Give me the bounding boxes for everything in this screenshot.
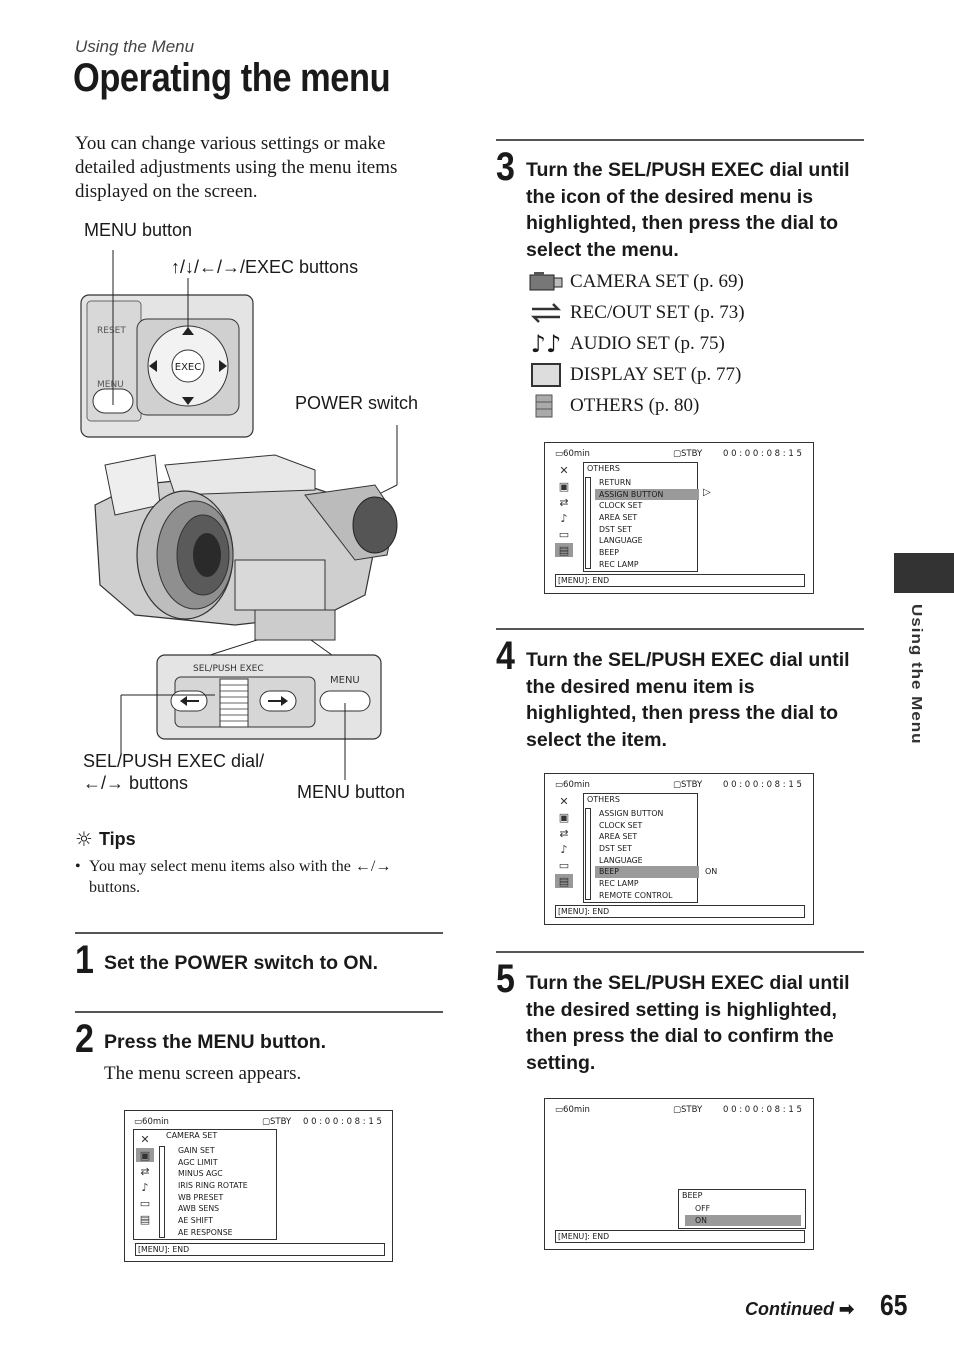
menu-list (528, 266, 858, 421)
tips-text: You may select menu items also with the ←/→ buttons. (89, 858, 392, 896)
menu-item: AE RESPONSE (178, 1227, 233, 1237)
camera-diagram (75, 215, 455, 815)
battery-remaining: 60min (563, 1105, 590, 1115)
menu-item: LANGUAGE (599, 536, 643, 546)
tips-heading: Tips (98, 828, 136, 849)
menu-item: REMOTE CONTROL (599, 890, 673, 900)
menu-screen-beep-setting (544, 1098, 814, 1250)
tips-section (75, 827, 445, 898)
menu-item: AWB SENS (178, 1204, 220, 1214)
menu-item: IRIS RING ROTATE (178, 1181, 248, 1191)
screen-footer: [MENU]: END (555, 1230, 805, 1243)
sel-push-panel-label: SEL/PUSH EXEC (193, 664, 264, 674)
menu-item: WB PRESET (178, 1192, 224, 1202)
screen-footer: [MENU]: END (135, 1243, 385, 1256)
step3-number: 3 (496, 145, 515, 189)
battery-icon: ▭ (555, 780, 564, 790)
menu-title: CAMERA SET (166, 1131, 218, 1140)
audio-set-icon: ♪ (141, 1180, 149, 1194)
others-icon: ▤ (555, 543, 573, 557)
scrollbar (585, 477, 591, 569)
audio-set-icon: ♪ (560, 511, 568, 525)
lightbulb-icon: ☼ (75, 827, 93, 851)
battery-remaining: 60min (563, 449, 590, 459)
scrollbar (159, 1146, 165, 1238)
camera-illustration (75, 215, 455, 815)
menu-list-item-audio-set: ♪♪ AUDIO SET (p. 75) (528, 328, 858, 359)
close-icon: ✕ (559, 794, 569, 808)
option-on-selected: ON (685, 1215, 801, 1227)
step4-number: 4 (496, 634, 515, 678)
menu-screen-others (544, 442, 814, 594)
menu-list-item-rec-out-set: REC/OUT SET (p. 73) (528, 297, 858, 328)
step5-heading: Turn the SEL/PUSH EXEC dial until the desired setting is highlighted, then press the dial to confirm the setting. (526, 972, 850, 1074)
menu-item: DST SET (599, 524, 632, 534)
setting-title: BEEP (682, 1191, 703, 1200)
page-title: Operating the menu (73, 56, 391, 100)
display-set-icon (528, 362, 564, 388)
others-icon (528, 393, 564, 419)
menu-item: MINUS AGC (178, 1169, 223, 1179)
menu-item: AGC LIMIT (178, 1157, 218, 1167)
pointer-icon: ▷ (703, 487, 711, 498)
menu-item: DST SET (599, 844, 632, 854)
rec-out-set-icon: ⇄ (559, 495, 569, 509)
tape-icon: ▢ (673, 449, 682, 459)
step2-heading: Press the MENU button. (104, 1031, 327, 1053)
side-tab-marker (894, 553, 954, 593)
audio-set-icon: ♪♪ (530, 329, 562, 358)
sel-push-dial-label: SEL/PUSH EXEC dial/ (83, 751, 265, 771)
tape-icon: ▢ (262, 1117, 271, 1127)
continued-label (745, 1299, 854, 1320)
menu-screen-others-beep (544, 773, 814, 925)
sel-push-buttons-label: ←/→ buttons (83, 773, 189, 793)
battery-remaining: 60min (563, 780, 590, 790)
menu-item-selected: ASSIGN BUTTON (595, 489, 699, 501)
scrollbar (585, 808, 591, 900)
timecode: 0 0 : 0 0 : 0 8 : 1 5 (723, 1105, 802, 1115)
menu-item: AE SHIFT (178, 1216, 213, 1226)
intro-text: You can change various settings or make detailed adjustments using the menu items displayed on the screen. (75, 133, 398, 202)
menu-item: AREA SET (599, 832, 638, 842)
display-set-icon: ▭ (139, 1196, 151, 1210)
step1-rule (75, 932, 443, 934)
exec-panel-label: EXEC (174, 362, 202, 373)
arrow-exec-buttons-label: ↑/↓/←/→/EXEC buttons (171, 257, 359, 277)
menu-item: REC LAMP (599, 559, 639, 569)
menu-list-item-display-set: DISPLAY SET (p. 77) (528, 359, 858, 390)
menu-small-panel-label: MENU (330, 675, 360, 686)
display-set-icon: ▭ (558, 858, 570, 872)
menu-item: CLOCK SET (599, 501, 643, 511)
camera-set-icon: ▣ (136, 1148, 154, 1162)
step5-rule (496, 951, 864, 953)
menu-title: OTHERS (587, 464, 620, 473)
status-text: STBY (681, 449, 703, 459)
camera-set-icon: ▣ (558, 479, 570, 493)
section-label: Using the Menu (75, 37, 195, 56)
others-icon: ▤ (139, 1212, 151, 1226)
step3-heading: Turn the SEL/PUSH EXEC dial until the icon of the desired menu is highlighted, then press the dial to select the menu. (526, 159, 850, 261)
others-icon: ▤ (555, 874, 573, 888)
continued-text: Continued (745, 1299, 834, 1319)
page-number: 65 (880, 1290, 908, 1322)
menu-item: GAIN SET (178, 1146, 215, 1155)
screen-footer: [MENU]: END (555, 574, 805, 587)
option-off: OFF (695, 1204, 711, 1213)
reset-panel-label: RESET (97, 326, 126, 336)
menu-item: ASSIGN BUTTON (599, 809, 664, 818)
close-icon: ✕ (140, 1132, 150, 1146)
rec-out-set-icon (528, 300, 564, 326)
menu-item: REC LAMP (599, 879, 639, 889)
menu-screen-camera-set (124, 1110, 393, 1262)
menu-button-label-top: MENU button (84, 220, 193, 240)
timecode: 0 0 : 0 0 : 0 8 : 1 5 (723, 780, 802, 790)
status-text: STBY (681, 780, 703, 790)
step5-number: 5 (496, 957, 515, 1001)
step2-number: 2 (75, 1017, 94, 1061)
battery-remaining: 60min (142, 1117, 169, 1127)
step1-number: 1 (75, 938, 94, 982)
tape-icon: ▢ (673, 1105, 682, 1115)
arrow-right-icon: ➡ (839, 1299, 855, 1319)
camera-set-icon: ▣ (558, 810, 570, 824)
status-text: STBY (270, 1117, 292, 1127)
display-set-icon: ▭ (558, 527, 570, 541)
step3-rule (496, 139, 864, 141)
step4-rule (496, 628, 864, 630)
menu-list-item-others: OTHERS (p. 80) (528, 390, 858, 421)
tips-bullet: • (75, 858, 81, 875)
menu-panel-label: MENU (97, 380, 124, 390)
step4-heading: Turn the SEL/PUSH EXEC dial until the desired menu item is highlighted, then press the dial to select the item. (526, 649, 850, 751)
step2-rule (75, 1011, 443, 1013)
menu-item: AREA SET (599, 513, 638, 523)
battery-icon: ▭ (134, 1117, 143, 1127)
menu-item-selected: BEEP (595, 866, 699, 878)
timecode: 0 0 : 0 0 : 0 8 : 1 5 (303, 1117, 382, 1127)
battery-icon: ▭ (555, 1105, 564, 1115)
menu-item: BEEP (599, 548, 619, 558)
timecode: 0 0 : 0 0 : 0 8 : 1 5 (723, 449, 802, 459)
menu-item: LANGUAGE (599, 855, 643, 865)
menu-item: CLOCK SET (599, 820, 643, 830)
menu-button-label-bottom: MENU button (297, 782, 406, 802)
rec-out-set-icon: ⇄ (559, 826, 569, 840)
menu-title: OTHERS (587, 795, 620, 804)
step1-heading: Set the POWER switch to ON. (104, 952, 379, 974)
rec-out-set-icon: ⇄ (140, 1164, 150, 1178)
power-switch-label: POWER switch (295, 393, 419, 413)
screen-footer: [MENU]: END (555, 905, 805, 918)
audio-set-icon: ♪ (560, 842, 568, 856)
tape-icon: ▢ (673, 780, 682, 790)
menu-list-item-camera-set: CAMERA SET (p. 69) (528, 266, 858, 297)
status-text: STBY (681, 1105, 703, 1115)
menu-item: RETURN (599, 478, 632, 487)
close-icon: ✕ (559, 463, 569, 477)
side-tab-label: Using the Menu (908, 604, 925, 745)
step2-body: The menu screen appears. (104, 1063, 302, 1084)
current-value: ON (705, 867, 718, 876)
camera-set-icon (528, 269, 564, 295)
battery-icon: ▭ (555, 449, 564, 459)
